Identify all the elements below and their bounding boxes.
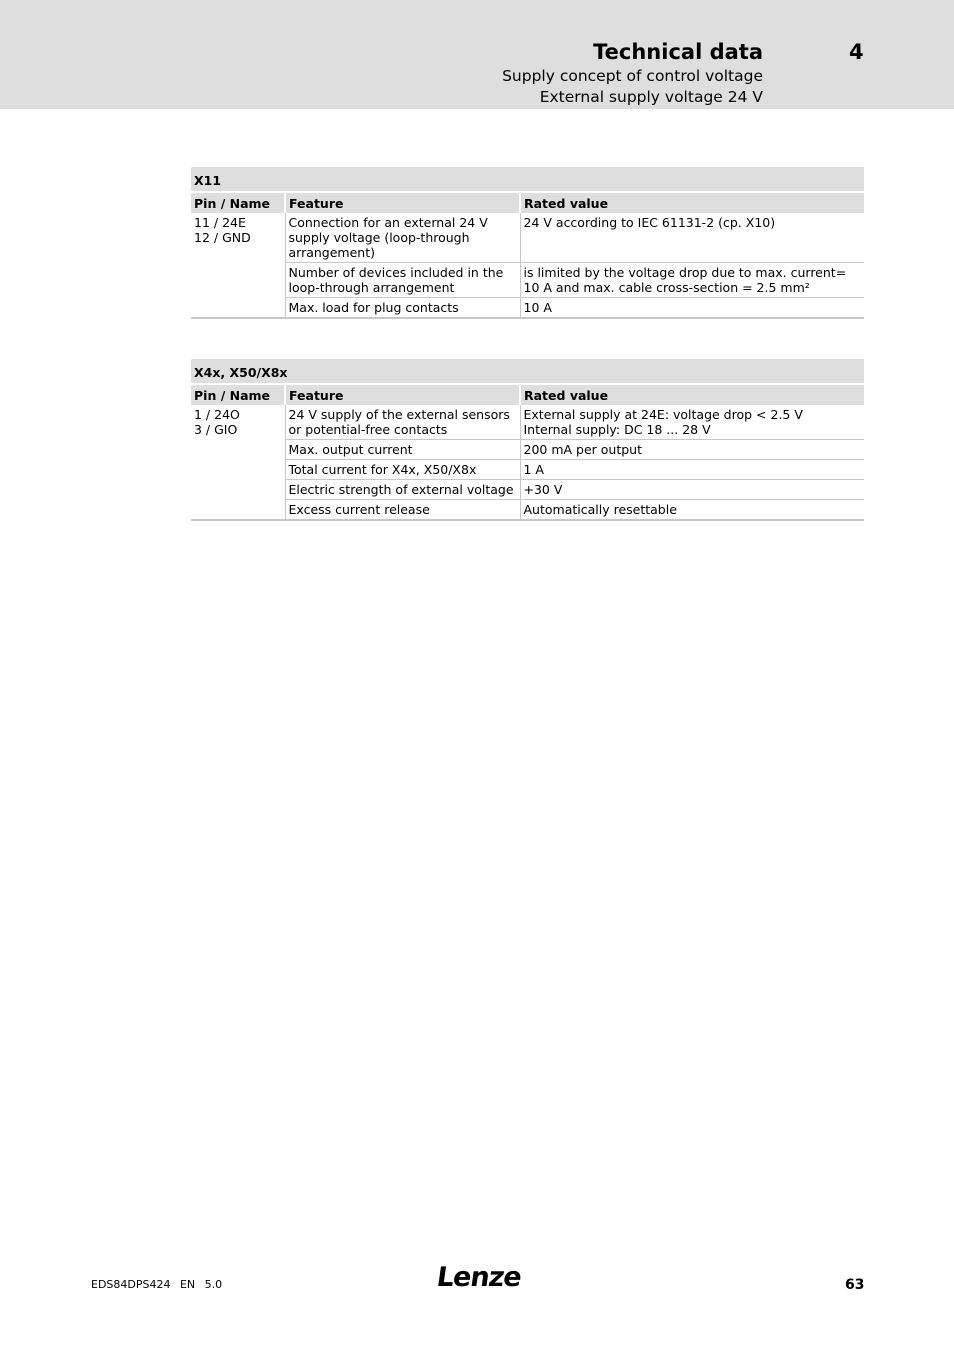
table-group-title: X4x, X50/X8x bbox=[191, 359, 864, 384]
header-band bbox=[0, 0, 954, 109]
pin-label: 12 / GND bbox=[194, 230, 251, 245]
feature-cell: Electric strength of external voltage bbox=[285, 480, 520, 500]
table-row bbox=[191, 263, 864, 298]
column-header-rated-value: Rated value bbox=[520, 384, 864, 405]
value-cell bbox=[520, 263, 864, 298]
value-line: 200 mA per output bbox=[523, 442, 642, 457]
chapter-title: Technical data bbox=[593, 40, 763, 64]
feature-cell: Max. load for plug contacts bbox=[285, 298, 520, 319]
pin-label: 3 / GIO bbox=[194, 422, 238, 437]
value-cell bbox=[520, 500, 864, 521]
feature-cell: Number of devices included in the loop-through arrangement bbox=[285, 263, 520, 298]
column-header-rated-value: Rated value bbox=[520, 192, 864, 213]
table-row bbox=[191, 480, 864, 500]
feature-cell: Connection for an external 24 V supply voltage (loop-through arrangement) bbox=[285, 213, 520, 263]
value-line: Automatically resettable bbox=[523, 502, 677, 517]
table-row bbox=[191, 213, 864, 263]
section-subtitle: Supply concept of control voltage bbox=[502, 67, 763, 85]
feature-cell: 24 V supply of the external sensors or potential-free contacts bbox=[285, 405, 520, 440]
x4x-spec-table bbox=[191, 359, 864, 521]
value-line: 1 A bbox=[523, 462, 544, 477]
value-cell bbox=[520, 440, 864, 460]
table-row bbox=[191, 298, 864, 319]
page-number: 63 bbox=[845, 1277, 865, 1293]
column-header-feature: Feature bbox=[285, 384, 520, 405]
column-header-pin: Pin / Name bbox=[191, 192, 285, 213]
value-cell bbox=[520, 213, 864, 263]
value-line: +30 V bbox=[523, 482, 563, 497]
table-row bbox=[191, 500, 864, 521]
doc-id: EDS84DPS424 bbox=[91, 1278, 171, 1291]
column-header-pin: Pin / Name bbox=[191, 384, 285, 405]
value-cell bbox=[520, 405, 864, 440]
value-line: is limited by the voltage drop due to max. current= 10 A and max. cable cross-section = 2.5 mm² bbox=[523, 265, 847, 295]
value-cell bbox=[520, 460, 864, 480]
pin-cell bbox=[191, 213, 285, 318]
feature-cell: Total current for X4x, X50/X8x bbox=[285, 460, 520, 480]
x11-spec-table bbox=[191, 167, 864, 319]
column-header-feature: Feature bbox=[285, 192, 520, 213]
doc-version: 5.0 bbox=[204, 1278, 223, 1291]
value-cell bbox=[520, 298, 864, 319]
subsection-subtitle: External supply voltage 24 V bbox=[539, 88, 763, 106]
value-line: Internal supply: DC 18 ... 28 V bbox=[523, 422, 711, 437]
value-line: 24 V according to IEC 61131-2 (cp. X10) bbox=[523, 215, 776, 230]
pin-label: 1 / 24O bbox=[194, 407, 240, 422]
table-row bbox=[191, 440, 864, 460]
pin-cell bbox=[191, 405, 285, 520]
value-line: External supply at 24E: voltage drop < 2.5 V bbox=[523, 407, 803, 422]
footer-doc-info bbox=[91, 1278, 228, 1291]
pin-label: 11 / 24E bbox=[194, 215, 246, 230]
feature-cell: Excess current release bbox=[285, 500, 520, 521]
lenze-logo: Lenze bbox=[434, 1262, 523, 1293]
table-group-title: X11 bbox=[191, 167, 864, 192]
table-row bbox=[191, 405, 864, 440]
chapter-number: 4 bbox=[849, 40, 864, 64]
doc-language: EN bbox=[179, 1278, 196, 1291]
feature-cell: Max. output current bbox=[285, 440, 520, 460]
value-cell bbox=[520, 480, 864, 500]
value-line: 10 A bbox=[523, 300, 552, 315]
table-row bbox=[191, 460, 864, 480]
